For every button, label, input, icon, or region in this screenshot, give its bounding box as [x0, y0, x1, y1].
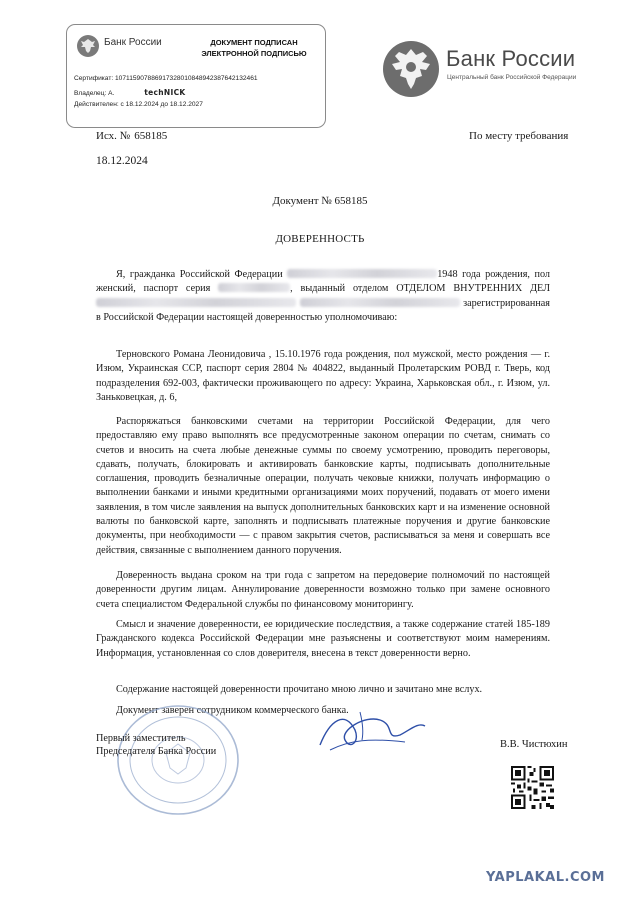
site-watermark: YAPLAKAL.COM [486, 870, 605, 885]
redacted-passport [218, 283, 290, 292]
qr-code [511, 766, 554, 809]
reference-value: 658185 [134, 130, 168, 142]
document-number: Документ № 658185 [272, 195, 368, 207]
document-title: ДОВЕРЕННОСТЬ [275, 233, 365, 245]
signer-position-line1: Первый заместитель [96, 733, 186, 744]
principal-birth: 1948 года рождения, пол женский, паспорт серия [96, 269, 550, 295]
principal-registered: зарегистрированная в Российской Федерации настоящей доверенностью уполномочиваю: [96, 297, 550, 323]
stamp-heading-line1: ДОКУМЕНТ ПОДПИСАН [210, 38, 298, 47]
paragraph-principal [96, 268, 550, 325]
stamp-validity-row [74, 101, 203, 108]
principal-intro: Я, гражданка Российской Федерации [116, 269, 283, 280]
redacted-department [96, 298, 296, 307]
paragraph-attorney: Терновского Романа Леонидовича , 15.10.1976 года рождения, пол мужской, место рождения — г. Изюм, Украинская ССР, паспорт серия 2804 № 404822, выданный Пролетарским РОВД г. Тверь, код подразделения 692-003, фактически проживающего по адресу: Украина, Харьковская обл., г. Изюм, ул. Заньковецкая, д. 6, [96, 349, 550, 403]
validity-label: Действителен: [74, 101, 119, 108]
principal-issued: , выданный отделом ОТДЕЛОМ ВНУТРЕННИХ ДЕЛ [290, 283, 551, 295]
paragraph-certified: Документ заверен сотрудником коммерческого банка. [116, 705, 349, 716]
paragraph-powers: Распоряжаться банковскими счетами на территории Российской Федерации, для чего предоставляю ему право выполнять все предусмотренные законом операции по счетам, снимать со счетов и вносить на счета любые денежные суммы по своему усмотрению, проводить переговоры, сдавать, получать, блокировать и активировать банковские карты, подписывать дополнительные соглашения, проводить безналичные операции, получать чековые книжки, получать информацию о выполнении банками и иными кредитными организациями моих поручений, подавать от моего имени заявления, в том числе заявления на выпуск дополнительных банковских карт и на изменение основной валюты по банковской карте, заполнять и подписывать платежные поручения и другие банковские документы, при необходимости — с правом закрытия счетов, расписываться за меня и совершать все действия, связанные с выполнением данного поручения. [96, 416, 550, 556]
bank-name: Банк России [446, 46, 576, 71]
round-seal-stamp [96, 698, 246, 818]
bank-subtitle: Центральный банк Российской Федерации [447, 74, 577, 81]
owner-value: techNICK [144, 88, 186, 97]
destination: По месту требования [469, 130, 569, 142]
paragraph-meaning: Смысл и значение доверенности, ее юридические последствия, а также содержание статей 185-189 Гражданского кодекса Российской Федерации мне разъяснены и соответствуют моим намерениям. Информация, установленная со слов доверителя, внесена в текст доверенности верно. [96, 619, 550, 659]
paragraph-term: Доверенность выдана сроком на три года с запретом на передоверие полномочий по настоящей доверенности другим лицам. Аннулирование доверенности возможно только при замене основного счета специалистом Федеральной службы по финансовому мониторингу. [96, 570, 550, 610]
stamp-heading-line2: ЭЛЕКТРОННОЙ ПОДПИСЬЮ [201, 49, 307, 58]
signer-position-line2: Председателя Банка России [96, 746, 217, 757]
document-date: 18.12.2024 [96, 155, 148, 167]
validity-value: с 18.12.2024 до 18.12.2027 [120, 101, 203, 108]
paragraph-read: Содержание настоящей доверенности прочитано мною лично и зачитано мне вслух. [116, 684, 483, 695]
certificate-label: Сертификат: [74, 75, 114, 82]
outgoing-reference [96, 130, 167, 142]
stamp-owner-row [74, 88, 186, 97]
certificate-value: 107115907886917328010848942387642132461 [115, 75, 258, 82]
reference-label: Исх. № [96, 130, 131, 142]
bank-of-russia-emblem-icon [382, 40, 440, 98]
signer-name: В.В. Чистюхин [500, 739, 568, 750]
stamp-bank-name: Банк России [104, 37, 162, 48]
bank-eagle-icon [76, 34, 100, 58]
handwritten-signature [310, 700, 430, 760]
owner-label: Владелец: А. [74, 90, 115, 97]
redacted-address [300, 298, 460, 307]
stamp-certificate-row [74, 75, 258, 82]
redacted-name [287, 269, 437, 278]
electronic-signature-stamp [66, 24, 326, 128]
